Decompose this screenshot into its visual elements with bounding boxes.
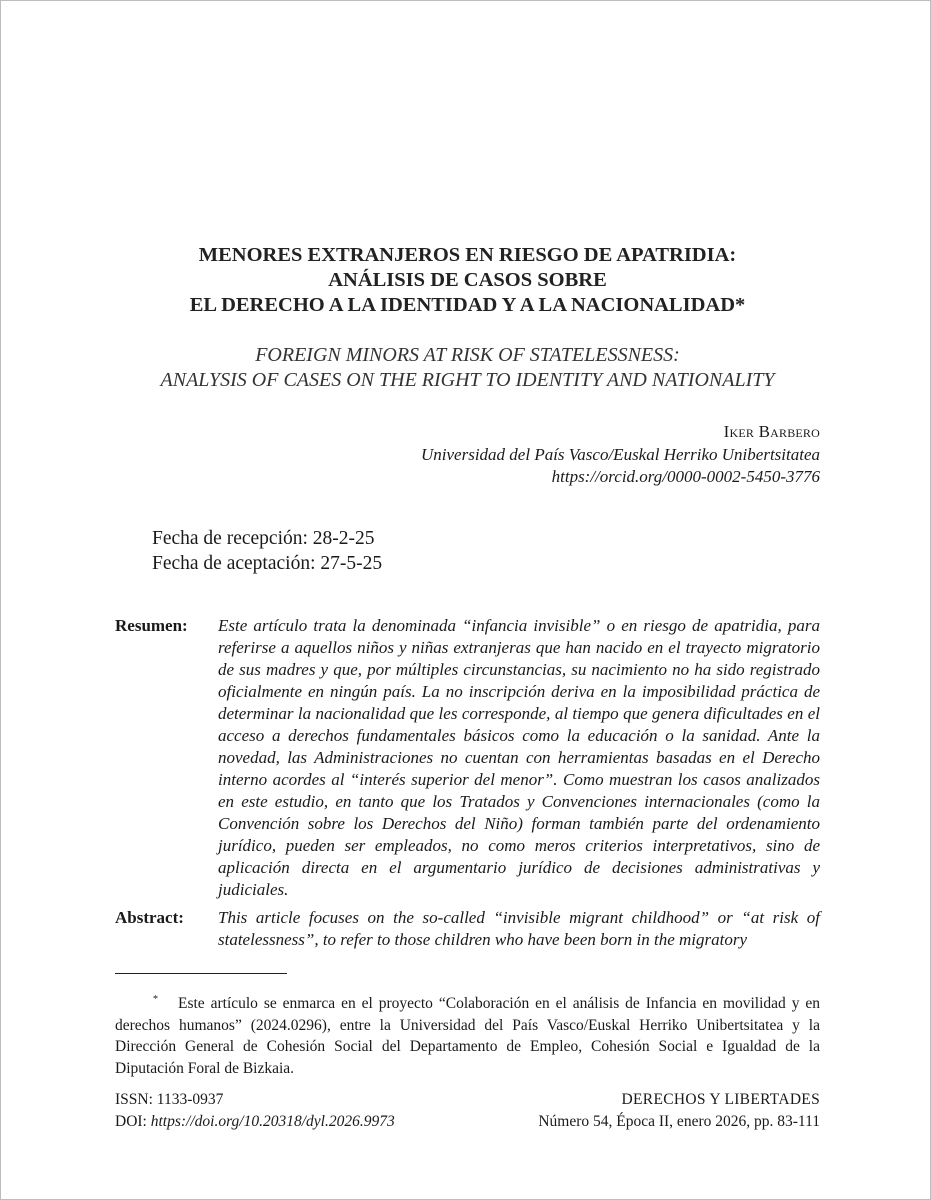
title-spanish-line: EL DERECHO A LA IDENTIDAD Y A LA NACIONALIDAD*: [189, 294, 746, 316]
abstract-label: Abstract:: [115, 908, 184, 927]
author-block: [115, 421, 820, 489]
footer-right: [538, 1089, 820, 1132]
resumen-text: Este artículo trata la denominada “infancia invisible” o en riesgo de apatridia, para referirse a aquellos niños y niñas extranjeras que han nacido en el trayecto migratorio de sus madres y que, por múltiples circunstancias, su nacimiento no ha sido registrado oficialmente en ningún país. La no inscripción deriva en la imposibilidad práctica de determinar la nacionalidad que les corresponde, al tiempo que genera dificultades en el acceso a derechos fundamentales básicos como la educación o la sanidad. Ante la novedad, las Administraciones no cuentan con herramientas basadas en el Derecho interno acordes al “interés superior del menor”. Como muestran los casos analizados en este estudio, en tanto que los Tratados y Convenciones internacionales (como la Convención sobre los Derechos del Niño) forman también parte del ordenamiento jurídico, pueden ser empleados, no como meros criterios interpretativos, sino de aplicación directa en el argumentario jurídico de decisiones administrativas y judiciales.: [218, 616, 820, 899]
issn: ISSN: 1133-0937: [115, 1091, 224, 1108]
footer-left: [115, 1089, 395, 1132]
abstract-text: This article focuses on the so-called “invisible migrant childhood” or “at risk of statelessness”, to refer to those children who have been born in the migratory: [218, 908, 820, 949]
doi-label: DOI:: [115, 1112, 151, 1130]
footnote-text: Este artículo se enmarca en el proyecto “Colaboración en el análisis de Infancia en movilidad y en derechos humanos” (2024.0296), entre la Universidad del País Vasco/Euskal Herriko Unibertsitatea y la Dirección General de Cohesión Social del Departamento de Empleo, Cohesión Social e Igualdad de la Diputación Foral de Bizkaia.: [115, 995, 820, 1077]
date-received: Fecha de recepción: 28-2-25: [152, 528, 375, 549]
author-orcid[interactable]: https://orcid.org/0000-0002-5450-3776: [551, 467, 820, 486]
title-spanish-line: ANÁLISIS DE CASOS SOBRE: [328, 269, 607, 291]
journal-name: DERECHOS Y LIBERTADES: [621, 1091, 820, 1108]
issue-info: Número 54, Época II, enero 2026, pp. 83-111: [538, 1112, 820, 1130]
footnote: [115, 989, 820, 1079]
footnote-mark: *: [153, 994, 158, 1005]
resumen-section: [115, 615, 820, 901]
doi-link[interactable]: https://doi.org/10.20318/dyl.2026.9973: [150, 1112, 395, 1130]
submission-dates: [152, 526, 382, 576]
title-english: [115, 343, 820, 393]
title-english-line: FOREIGN MINORS AT RISK OF STATELESSNESS:: [255, 344, 680, 366]
author-name: Iker Barbero: [723, 422, 820, 441]
author-affiliation: Universidad del País Vasco/Euskal Herriko Unibertsitatea: [421, 444, 820, 464]
resumen-label: Resumen:: [115, 616, 188, 635]
title-spanish: [115, 243, 820, 318]
title-spanish-line: MENORES EXTRANJEROS EN RIESGO DE APATRIDIA:: [198, 244, 737, 266]
footnote-divider: [115, 973, 287, 974]
title-english-line: ANALYSIS OF CASES ON THE RIGHT TO IDENTITY AND NATIONALITY: [160, 369, 775, 391]
abstract-section: [115, 907, 820, 951]
doi-line: [115, 1111, 395, 1133]
date-accepted: Fecha de aceptación: 27-5-25: [152, 553, 383, 574]
